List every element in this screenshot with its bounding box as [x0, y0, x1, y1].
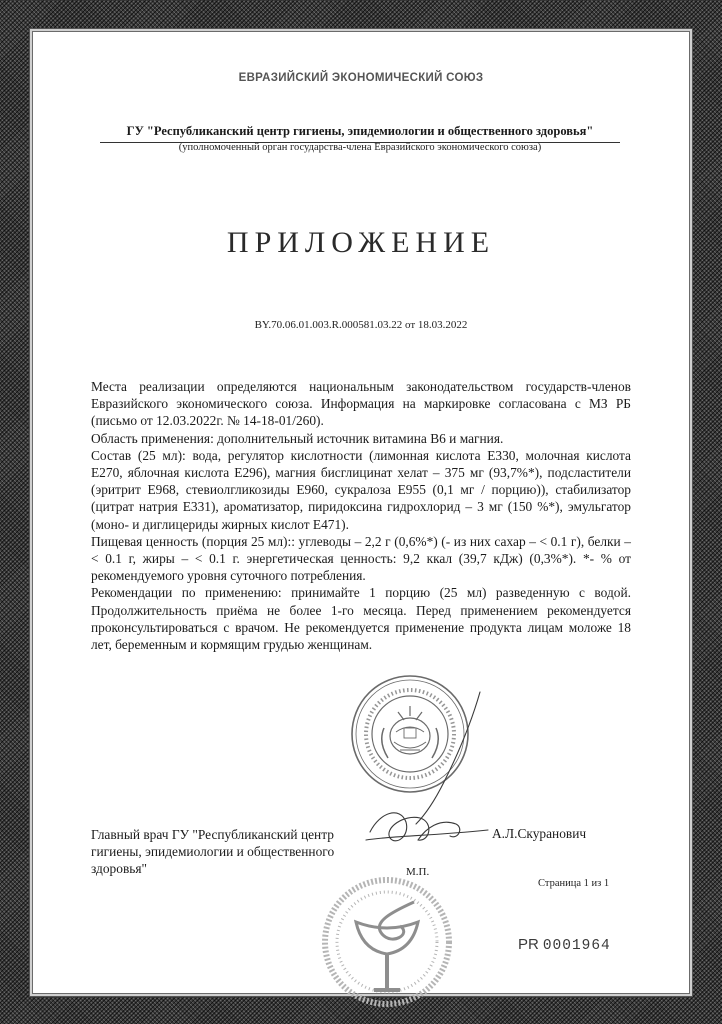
signatory-position: Главный врач ГУ "Республиканский центр гигиены, эпидемиологии и общественного здоровья": [91, 827, 335, 877]
hygieia-emblem-icon: [322, 872, 452, 1012]
paragraph-composition: Состав (25 мл): вода, регулятор кислотности (лимонная кислота Е330, молочная кислота Е270, яблочная кислота Е296), магния бисглицинат хелат – 375 мг (93,7%*), подсластители (эритрит Е968, стевиолгликозиды Е960, сукралоза Е955 (0,1 мг / порцию)), стабилизатор (цитрат натрия Е331), ароматизатор, пиридоксина гидрохлорид – 3 мг (150 %*), эмульгатор (моно- и диглицериды жирных кислот Е471).: [91, 447, 631, 532]
authority-name: ГУ "Республиканский центр гигиены, эпидемиологии и общественного здоровья": [100, 124, 620, 143]
paragraph-recommendations: Рекомендации по применению: принимайте 1 порцию (25 мл) разведенную с водой. Продолжительность приёма не более 1-го месяца. Перед применением рекомендуется проконсультироваться с врачом. Не рекомендуется применение продукта лицам моложе 18 лет, беременным и кормящим грудью женщинам.: [91, 585, 631, 653]
signatory-name: А.Л.Скуранович: [492, 826, 587, 841]
paragraph-scope: Область применения: дополнительный источник витамина В6 и магния.: [91, 430, 504, 446]
paragraph-nutrition: Пищевая ценность (порция 25 мл):: углеводы – 2,2 г (0,6%*) (- из них сахар – < 0.1 г), белки – < 0.1 г, жиры – < 0.1 г. энергетическая ценность: 9,2 ккал (39,7 кДж) (0,3%*). *- % от рекомендуемого уровня суточного потребления.: [91, 533, 631, 584]
registration-number: BY.70.06.01.003.R.000581.03.22 от 18.03.2022: [254, 319, 468, 331]
serial-prefix: PR: [518, 936, 539, 953]
serial-digits: 0001964: [542, 938, 611, 954]
paragraph-sales: Места реализации определяются национальным законодательством государств-членов Евразийского экономического союза. Информация на маркировке согласована с МЗ РБ (письмо от 12.03.2022г. № 14-18-01/260).: [91, 379, 631, 429]
page-number: Страница 1 из 1: [538, 878, 610, 889]
document-title: ПРИЛОЖЕНИЕ: [226, 226, 496, 259]
authority-note: (уполномоченный орган государства-члена Евразийского экономического союза): [178, 142, 542, 153]
union-header: ЕВРАЗИЙСКИЙ ЭКОНОМИЧЕСКИЙ СОЮЗ: [238, 72, 484, 84]
form-serial-number: [518, 936, 611, 954]
signature-icon: [360, 690, 490, 860]
document-body: [91, 378, 631, 653]
seal-place-mark: М.П.: [406, 866, 430, 878]
